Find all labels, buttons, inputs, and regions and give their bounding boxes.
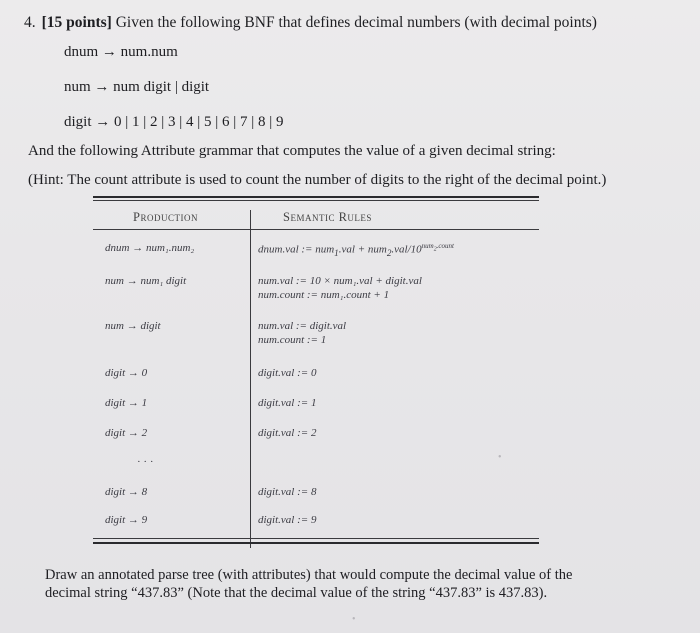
semantic-rule-cell: dnum.val := $num_1.val + num_2.val/10^{num_2.count}$: [258, 242, 454, 258]
task-line-2: decimal string “437.83” (Note that the decimal value of the string “437.83” is 437.83).: [45, 585, 548, 601]
table-top-rule: [93, 196, 539, 198]
semantic-rule-cell: num.count := num₁.count + 1: [258, 289, 390, 301]
table-bottom-rule-inner: [93, 538, 539, 539]
production-cell: num → digit: [105, 320, 161, 332]
production-cell: num → num₁ digit: [105, 275, 187, 287]
semantic-rule-cell: num.count := 1: [258, 334, 327, 346]
task-line-1: Draw an annotated parse tree (with attributes) that would compute the decimal value of the: [45, 567, 573, 583]
semantic-rule-cell: digit.val := 9: [258, 514, 317, 526]
table-bottom-rule: [93, 542, 539, 544]
column-divider: [250, 210, 251, 548]
production-cell: digit → 9: [105, 514, 148, 526]
hint-line: (Hint: The count attribute is used to count the number of digits to the right of the decimal point.): [28, 172, 607, 188]
paper-speck: •: [352, 614, 356, 625]
bnf-rule-num: num → num digit | digit: [64, 79, 210, 95]
header-divider: [93, 229, 539, 230]
question-number: 4.: [24, 14, 36, 31]
question-prompt: Given the following BNF that defines decimal numbers (with decimal points): [115, 14, 597, 31]
production-cell: digit → 2: [105, 427, 148, 439]
bnf-rule-digit: digit → 0 | 1 | 2 | 3 | 4 | 5 | 6 | 7 | 8 | 9: [64, 114, 284, 130]
production-cell: digit → 0: [105, 367, 148, 379]
semantic-rule-cell: digit.val := 8: [258, 486, 317, 498]
production-cell: digit → 8: [105, 486, 148, 498]
semantic-rule-cell: num.val := digit.val: [258, 320, 347, 332]
production-cell: digit → 1: [105, 397, 148, 409]
question-heading: [24, 14, 597, 32]
attribute-grammar-table: [93, 196, 539, 548]
semantic-rule-cell: digit.val := 0: [258, 367, 317, 379]
paper-speck: •: [498, 452, 502, 463]
ellipsis-row: · · ·: [137, 456, 154, 468]
table-top-rule-inner: [93, 200, 539, 201]
header-semantic-rules: Semantic Rules: [283, 210, 372, 224]
bnf-rule-dnum: dnum → num.num: [64, 44, 178, 60]
question-points: [15 points]: [41, 14, 112, 31]
semantic-rule-cell: num.val := 10 × num₁.val + digit.val: [258, 275, 422, 287]
semantic-rule-cell: digit.val := 1: [258, 397, 317, 409]
intro-line: And the following Attribute grammar that computes the value of a given decimal string:: [28, 143, 556, 159]
header-production: Production: [133, 210, 198, 224]
semantic-rule-cell: digit.val := 2: [258, 427, 317, 439]
production-cell: dnum → num₁.num₂: [105, 242, 195, 254]
